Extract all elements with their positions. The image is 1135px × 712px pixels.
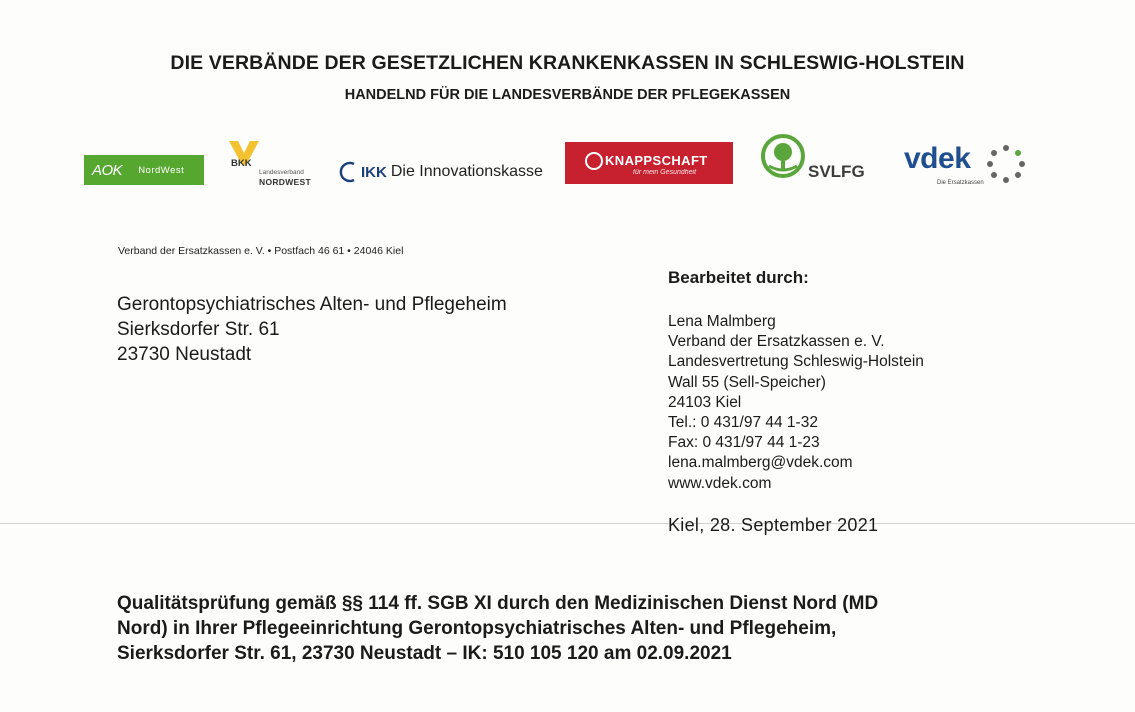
recipient-line: 23730 Neustadt — [117, 344, 252, 365]
letter-date: Kiel, 28. September 2021 — [668, 515, 879, 535]
aok-logo — [84, 155, 204, 185]
vdek-logo — [904, 142, 1034, 192]
fold-line — [0, 523, 1135, 524]
contact-office: Landesvertretung Schleswig-Holstein — [668, 353, 924, 371]
contact-name: Lena Malmberg — [668, 313, 776, 330]
bkk-logo — [229, 141, 324, 189]
knappschaft-logo — [565, 142, 733, 184]
ikk-logo-name: IKK — [361, 163, 387, 181]
knappschaft-logo-slogan: für mein Gesundheit — [633, 169, 697, 176]
subject-line: Sierksdorfer Str. 61, 23730 Neustadt – IK: 510 105 120 am 02.09.2021 — [117, 643, 732, 664]
svlfg-logo-name: SVLFG — [808, 162, 865, 181]
ikk-arc-icon — [338, 161, 358, 183]
vdek-logo-name: vdek — [904, 142, 971, 175]
sender-line: Verband der Ersatzkassen e. V. • Postfach 46 61 • 24046 Kiel — [118, 245, 404, 257]
svlfg-tree-icon — [760, 132, 806, 180]
aok-logo-region: NordWest — [138, 164, 185, 176]
letterhead-subtitle: HANDELND FÜR DIE LANDESVERBÄNDE DER PFLEGEKASSEN — [344, 87, 791, 103]
contact-website: www.vdek.com — [668, 474, 772, 492]
recipient-address — [117, 292, 507, 367]
contact-heading: Bearbeitet durch: — [668, 268, 809, 287]
knappschaft-logo-name: KNAPPSCHAFT — [605, 153, 708, 168]
svlfg-logo — [760, 132, 880, 184]
contact-email: lena.malmberg@vdek.com — [668, 454, 853, 472]
recipient-line: Gerontopsychiatrisches Alten- und Pflegeheim — [117, 294, 507, 315]
vdek-dots-icon — [984, 142, 1028, 186]
contact-organization: Verband der Ersatzkassen e. V. — [668, 333, 885, 351]
aok-logo-text: AOK — [92, 161, 123, 179]
bkk-logo-name: BKK — [231, 158, 252, 169]
recipient-line: Sierksdorfer Str. 61 — [117, 319, 280, 340]
contact-street: Wall 55 (Sell-Speicher) — [668, 373, 826, 391]
letterhead-title: DIE VERBÄNDE DER GESETZLICHEN KRANKENKASSEN IN SCHLESWIG-HOLSTEIN — [170, 52, 965, 74]
subject-line: Qualitätsprüfung gemäß §§ 114 ff. SGB XI durch den Medizinischen Dienst Nord (MD — [117, 593, 879, 614]
bkk-logo-line1: Landesverband — [259, 169, 304, 176]
contact-block — [668, 312, 924, 494]
contact-city: 24103 Kiel — [668, 393, 742, 411]
contact-fax: Fax: 0 431/97 44 1-23 — [668, 434, 820, 452]
bkk-logo-line2: NORDWEST — [259, 177, 311, 187]
vdek-logo-slogan: Die Ersatzkassen — [937, 180, 984, 186]
contact-phone: Tel.: 0 431/97 44 1-32 — [668, 414, 818, 432]
subject-line: Nord) in Ihrer Pflegeeinrichtung Gerontopsychiatrisches Alten- und Pflegeheim, — [117, 618, 837, 639]
letter-subject — [117, 591, 878, 666]
knappschaft-circle-icon — [585, 152, 603, 170]
ikk-logo — [338, 157, 543, 187]
ikk-logo-slogan: Die Innovationskasse — [390, 163, 543, 180]
